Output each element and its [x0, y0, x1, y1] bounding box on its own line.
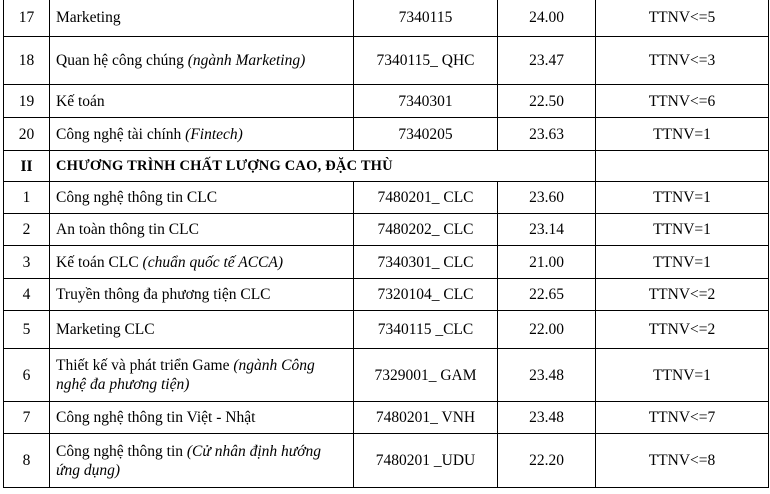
cutoff-score: 23.14	[498, 214, 596, 246]
row-number: 17	[4, 0, 50, 37]
row-number: 18	[4, 37, 50, 85]
table-row	[4, 37, 769, 85]
program-code: 7480201 _UDU	[354, 434, 498, 488]
cutoff-score: 22.65	[498, 279, 596, 311]
program-name: Công nghệ tài chính	[56, 125, 186, 143]
wish-condition: TTNV<=2	[596, 279, 769, 311]
program-name: Truyền thông đa phương tiện CLC	[56, 286, 271, 303]
row-number: 5	[4, 311, 50, 349]
wish-condition: TTNV=1	[596, 182, 769, 214]
program-name-cell	[50, 118, 354, 151]
cutoff-score: 24.00	[498, 0, 596, 37]
program-name-cell	[50, 349, 354, 402]
program-note: (ngành Marketing)	[187, 52, 306, 69]
row-number: 19	[4, 85, 50, 118]
row-number: 3	[4, 246, 50, 279]
table-row	[4, 0, 769, 37]
row-number: 2	[4, 214, 50, 246]
cutoff-score: 22.50	[498, 85, 596, 118]
program-name-cell	[50, 37, 354, 85]
table-row	[4, 182, 769, 214]
program-code: 7320104_ CLC	[354, 279, 498, 311]
wish-condition: TTNV<=5	[596, 0, 769, 37]
program-note: (ngành Công nghệ đa phương tiện)	[56, 357, 315, 393]
cutoff-score: 22.00	[498, 311, 596, 349]
program-name-cell	[50, 214, 354, 246]
table-row	[4, 434, 769, 488]
table-row	[4, 402, 769, 434]
section-title: CHƯƠNG TRÌNH CHẤT LƯỢNG CAO, ĐẶC THÙ	[50, 151, 596, 182]
table-row	[4, 349, 769, 402]
program-code: 7340205	[354, 118, 498, 151]
program-name: Kế toán CLC	[56, 253, 143, 271]
program-code: 7340115 _CLC	[354, 311, 498, 349]
program-code: 7340115_ QHC	[354, 37, 498, 85]
wish-condition: TTNV<=7	[596, 402, 769, 434]
program-name-cell	[50, 85, 354, 118]
table-row	[4, 279, 769, 311]
empty-cell	[596, 151, 769, 182]
wish-condition: TTNV=1	[596, 214, 769, 246]
row-number: 20	[4, 118, 50, 151]
table-row	[4, 246, 769, 279]
program-name: Công nghệ thông tin Việt - Nhật	[56, 409, 256, 426]
program-note: (Fintech)	[185, 125, 243, 143]
section-row	[4, 151, 769, 182]
program-name: Công nghệ thông tin	[56, 442, 187, 460]
program-name: Marketing	[56, 8, 121, 26]
row-number: 6	[4, 349, 50, 402]
wish-condition: TTNV<=8	[596, 434, 769, 488]
cutoff-score: 23.60	[498, 182, 596, 214]
wish-condition: TTNV=1	[596, 246, 769, 279]
program-note: (chuẩn quốc tế ACCA)	[142, 253, 284, 271]
program-name-cell	[50, 279, 354, 311]
cutoff-score: 21.00	[498, 246, 596, 279]
program-name: Quan hệ công chúng	[56, 52, 188, 69]
row-number: 7	[4, 402, 50, 434]
program-code: 7480201_ VNH	[354, 402, 498, 434]
program-code: 7340301	[354, 85, 498, 118]
table-row	[4, 214, 769, 246]
program-name-cell	[50, 0, 354, 37]
table-row	[4, 118, 769, 151]
table-row	[4, 311, 769, 349]
program-code: 7340301_ CLC	[354, 246, 498, 279]
wish-condition: TTNV=1	[596, 118, 769, 151]
program-code: 7480202_ CLC	[354, 214, 498, 246]
program-name-cell	[50, 182, 354, 214]
program-code: 7329001_ GAM	[354, 349, 498, 402]
wish-condition: TTNV<=2	[596, 311, 769, 349]
program-name-cell	[50, 402, 354, 434]
program-name-cell	[50, 246, 354, 279]
wish-condition: TTNV<=3	[596, 37, 769, 85]
cutoff-score: 22.20	[498, 434, 596, 488]
admission-score-table	[3, 0, 769, 488]
row-number: 1	[4, 182, 50, 214]
program-note: (Cử nhân định hướng ứng dụng)	[56, 442, 322, 479]
program-code: 7480201_ CLC	[354, 182, 498, 214]
program-name: Thiết kế và phát triển Game	[56, 357, 234, 374]
program-name-cell	[50, 311, 354, 349]
program-name: An toàn thông tin CLC	[56, 221, 199, 238]
row-number: 4	[4, 279, 50, 311]
wish-condition: TTNV<=6	[596, 85, 769, 118]
cutoff-score: 23.48	[498, 349, 596, 402]
program-name: Marketing CLC	[56, 321, 155, 338]
cutoff-score: 23.48	[498, 402, 596, 434]
table-row	[4, 85, 769, 118]
cutoff-score: 23.47	[498, 37, 596, 85]
row-number: 8	[4, 434, 50, 488]
wish-condition: TTNV=1	[596, 349, 769, 402]
cutoff-score: 23.63	[498, 118, 596, 151]
program-name-cell	[50, 434, 354, 488]
section-number: II	[4, 151, 50, 182]
program-name: Công nghệ thông tin CLC	[56, 189, 218, 206]
program-code: 7340115	[354, 0, 498, 37]
program-name: Kế toán	[56, 92, 105, 110]
